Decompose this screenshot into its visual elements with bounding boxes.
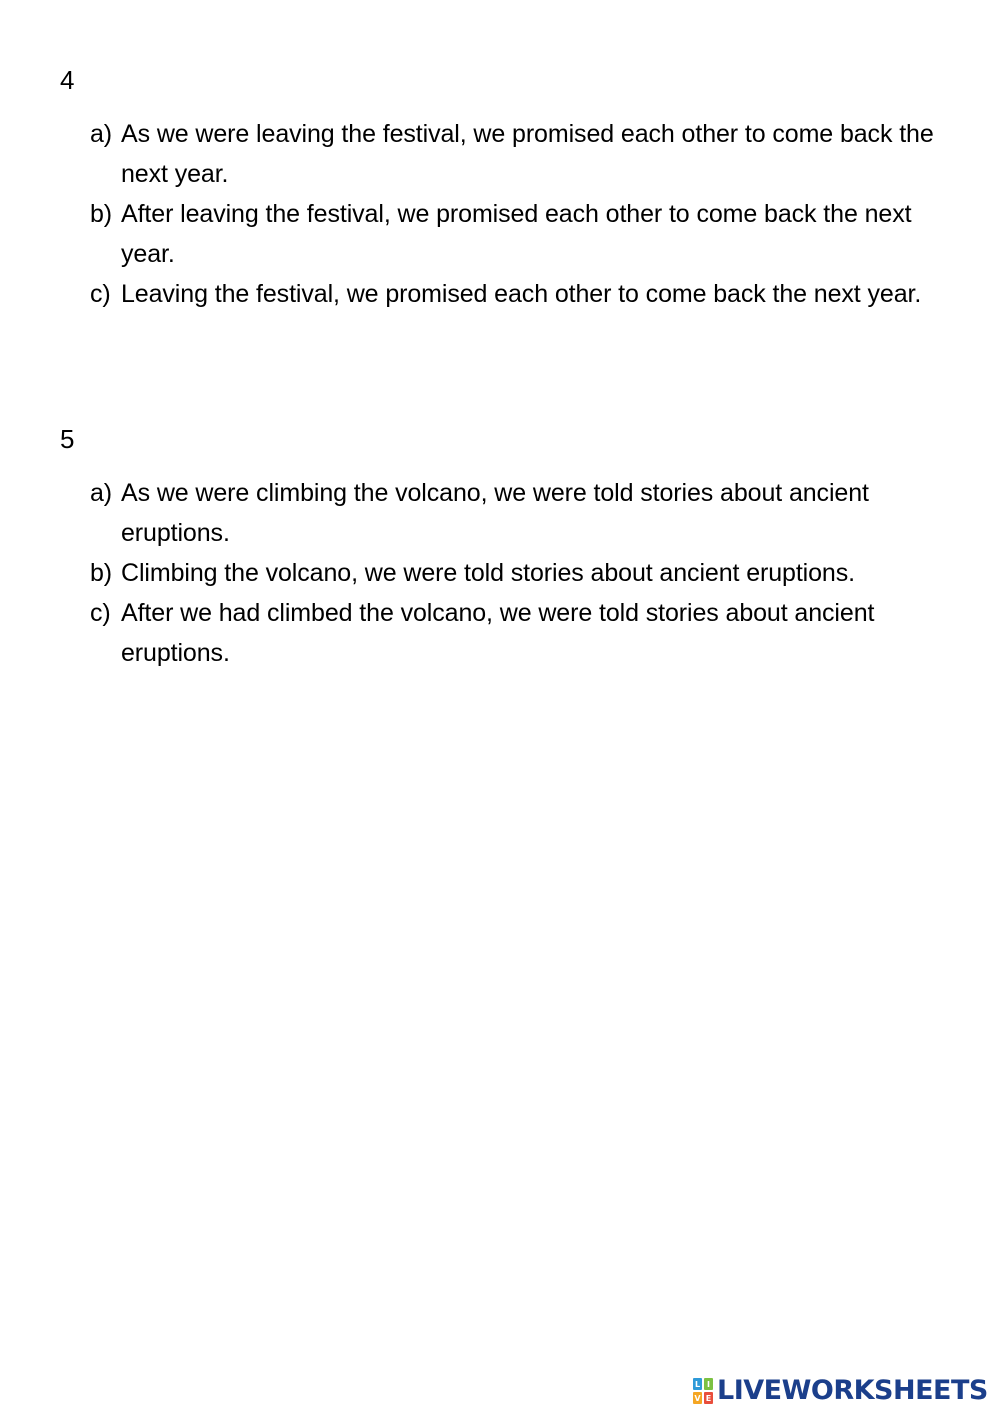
option-text: After leaving the festival, we promised each other to come back the next year. [121,200,912,268]
option-c[interactable] [90,593,950,673]
option-letter: a) [90,120,113,148]
logo-icon-tile: V [694,1393,701,1403]
option-c[interactable] [90,274,950,314]
option-letter: a) [90,479,113,507]
option-letter: b) [90,200,113,228]
option-letter: b) [90,559,113,587]
logo-text: LIVEWORKSHEETS [717,1375,988,1406]
option-list [90,114,950,314]
logo-icon-tile: L [694,1379,701,1389]
option-b[interactable] [90,553,950,593]
option-text: After we had climbed the volcano, we were told stories about ancient eruptions. [121,599,875,667]
liveworksheets-logo[interactable] [693,1374,988,1408]
option-list [90,473,950,673]
logo-icon-tile: I [704,1378,713,1390]
option-text: As we were leaving the festival, we promised each other to come back the next year. [121,120,934,188]
option-text: As we were climbing the volcano, we were told stories about ancient eruptions. [121,479,869,547]
option-text: Climbing the volcano, we were told stories about ancient eruptions. [121,559,855,587]
question-number: 4 [60,65,75,95]
logo-icon-tile: E [705,1393,712,1403]
option-text: Leaving the festival, we promised each other to come back the next year. [121,280,922,308]
question-number: 5 [60,424,75,454]
liveworksheets-logo-icon [693,1378,713,1404]
option-b[interactable] [90,194,950,274]
option-letter: c) [90,599,111,627]
option-a[interactable] [90,114,950,194]
option-letter: c) [90,280,111,308]
option-a[interactable] [90,473,950,553]
